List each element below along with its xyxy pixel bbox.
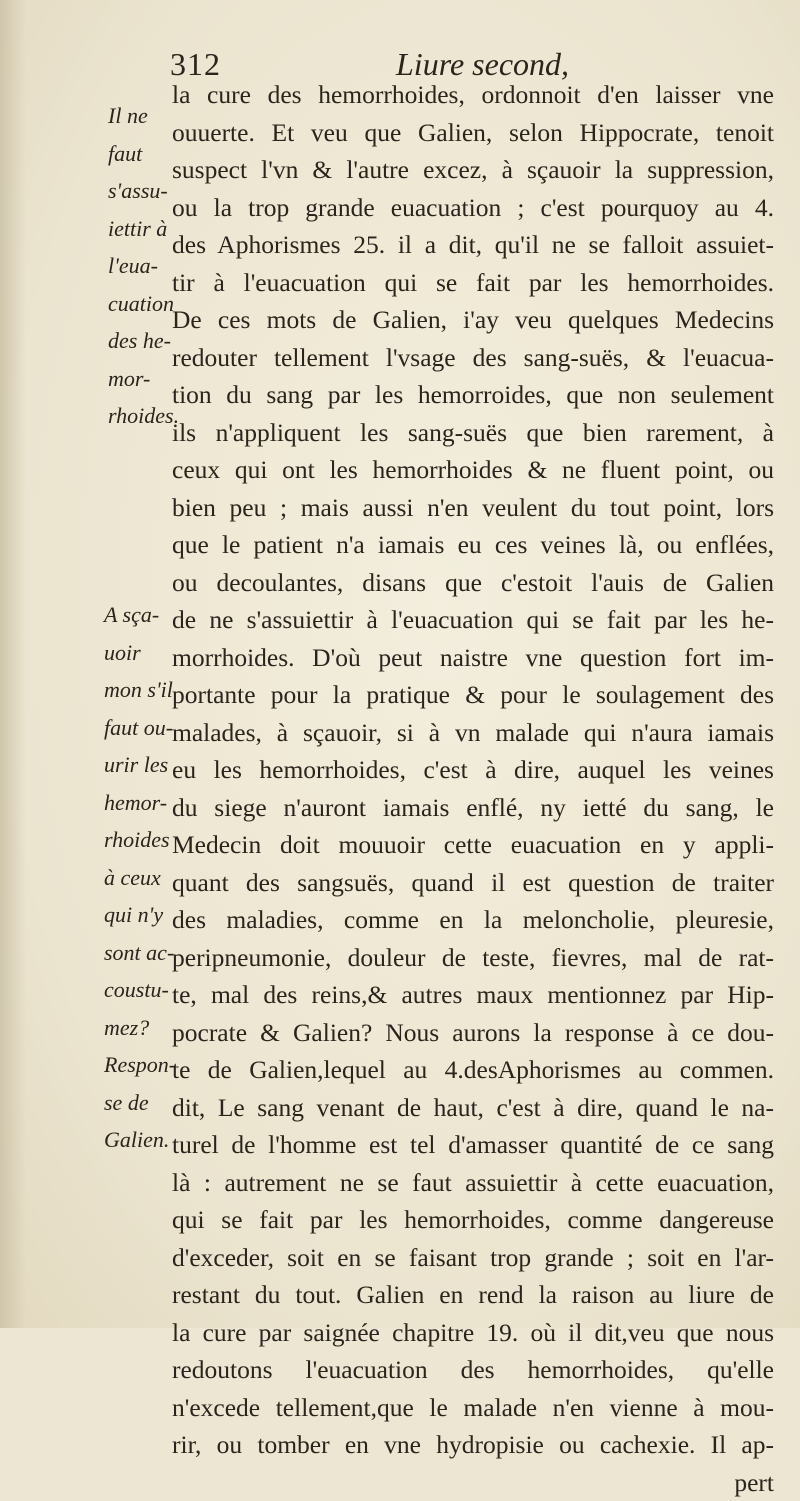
text-line: Medecin doit mouuoir cette euacuation en y appli- xyxy=(172,826,774,864)
text-line: te de Galien,lequel au 4.desAphorismes au commen. xyxy=(172,1051,774,1089)
page-number: 312 xyxy=(170,46,221,83)
marginal-note-line: rhoides. xyxy=(108,397,176,435)
text-line: de ne s'assuiettir à l'euacuation qui se fait par les he- xyxy=(172,601,774,639)
marginal-note-line: hemor- xyxy=(104,784,172,822)
marginal-note-line: rhoides xyxy=(104,821,172,859)
text-line: bien peu ; mais aussi n'en veulent du tout point, lors xyxy=(172,489,774,527)
marginal-note-line: coustu- xyxy=(104,971,172,1009)
text-line: du siege n'auront iamais enflé, ny ietté du sang, le xyxy=(172,789,774,827)
text-line: qui se fait par les hemorrhoides, comme dangereuse xyxy=(172,1201,774,1239)
text-line: malades, à sçauoir, si à vn malade qui n'aura iamais xyxy=(172,714,774,752)
text-line: te, mal des reins,& autres maux mentionnez par Hip- xyxy=(172,976,774,1014)
marginal-note-line: des he- xyxy=(108,322,176,360)
text-line: que le patient n'a iamais eu ces veines là, ou enflées, xyxy=(172,526,774,564)
text-line: suspect l'vn & l'autre excez, à sçauoir la suppression, xyxy=(172,151,774,189)
text-line: la cure par saignée chapitre 19. où il dit,veu que nous xyxy=(172,1314,774,1352)
text-line: redoutons l'euacuation des hemorrhoides, qu'elle xyxy=(172,1351,774,1389)
marginal-note-line: faut xyxy=(108,135,176,173)
text-line: turel de l'homme est tel d'amasser quantité de ce sang xyxy=(172,1126,774,1164)
text-line: ceux qui ont les hemorrhoides & ne fluent point, ou xyxy=(172,451,774,489)
text-line: ou decoulantes, disans que c'estoit l'auis de Galien xyxy=(172,564,774,602)
text-line: ouuerte. Et veu que Galien, selon Hippocrate, tenoit xyxy=(172,114,774,152)
marginal-note-line: uoir xyxy=(104,634,172,672)
text-line: dit, Le sang venant de haut, c'est à dire, quand le na- xyxy=(172,1089,774,1127)
body-text xyxy=(172,76,774,1501)
marginal-note-1 xyxy=(108,97,176,435)
text-line: la cure des hemorrhoides, ordonnoit d'en laisser vne xyxy=(172,76,774,114)
marginal-note-line: iettir à xyxy=(108,210,176,248)
text-line: d'exceder, soit en se faisant trop grande ; soit en l'ar- xyxy=(172,1239,774,1277)
marginal-note-line: A sça- xyxy=(104,596,172,634)
marginal-note-line: s'assu- xyxy=(108,172,176,210)
marginal-note-line: l'eua- xyxy=(108,247,176,285)
marginal-note-line: urir les xyxy=(104,746,172,784)
text-line: restant du tout. Galien en rend la raison au liure de xyxy=(172,1276,774,1314)
text-line: tir à l'euacuation qui se fait par les hemorrhoides. xyxy=(172,264,774,302)
marginal-note-line: sont ac- xyxy=(104,934,172,972)
marginal-note-line: Galien. xyxy=(104,1121,172,1159)
marginal-note-line: mez? xyxy=(104,1009,172,1047)
text-line: pocrate & Galien? Nous aurons la response à ce dou- xyxy=(172,1014,774,1052)
marginal-note-line: se de xyxy=(104,1084,172,1122)
text-line: là : autrement ne se faut assuiettir à cette euacuation, xyxy=(172,1164,774,1202)
text-line: ils n'appliquent les sang-suës que bien rarement, à xyxy=(172,414,774,452)
text-line: ou la trop grande euacuation ; c'est pourquoy au 4. xyxy=(172,189,774,227)
marginal-note-line: mor- xyxy=(108,360,176,398)
text-line: morrhoides. D'où peut naistre vne question fort im- xyxy=(172,639,774,677)
marginal-note-2 xyxy=(104,596,172,1159)
text-line: tion du sang par les hemorroides, que non seulement xyxy=(172,376,774,414)
running-title: Liure second, xyxy=(396,46,569,83)
marginal-note-line: Respon- xyxy=(104,1046,172,1084)
text-line: redouter tellement l'vsage des sang-suës, & l'euacua- xyxy=(172,339,774,377)
text-line: peripneumonie, douleur de teste, fievres, mal de rat- xyxy=(172,939,774,977)
text-line: De ces mots de Galien, i'ay veu quelques Medecins xyxy=(172,301,774,339)
marginal-note-line: Il ne xyxy=(108,97,176,135)
marginal-note-line: faut ou- xyxy=(104,709,172,747)
gutter-shadow xyxy=(0,0,26,1328)
marginal-note-line: à ceux xyxy=(104,859,172,897)
text-line: quant des sangsuës, quand il est question de traiter xyxy=(172,864,774,902)
text-line: rir, ou tomber en vne hydropisie ou cachexie. Il ap- xyxy=(172,1426,774,1464)
text-line: portante pour la pratique & pour le soulagement des xyxy=(172,676,774,714)
marginal-note-line: cuation xyxy=(108,285,176,323)
text-line: eu les hemorrhoides, c'est à dire, auquel les veines xyxy=(172,751,774,789)
text-line: des maladies, comme en la meloncholie, pleuresie, xyxy=(172,901,774,939)
marginal-note-line: mon s'il xyxy=(104,671,172,709)
catchword: pert xyxy=(172,1464,774,1501)
text-line: n'excede tellement,que le malade n'en vienne à mou- xyxy=(172,1389,774,1427)
marginal-note-line: qui n'y xyxy=(104,896,172,934)
text-line: des Aphorismes 25. il a dit, qu'il ne se falloit assuiet- xyxy=(172,226,774,264)
